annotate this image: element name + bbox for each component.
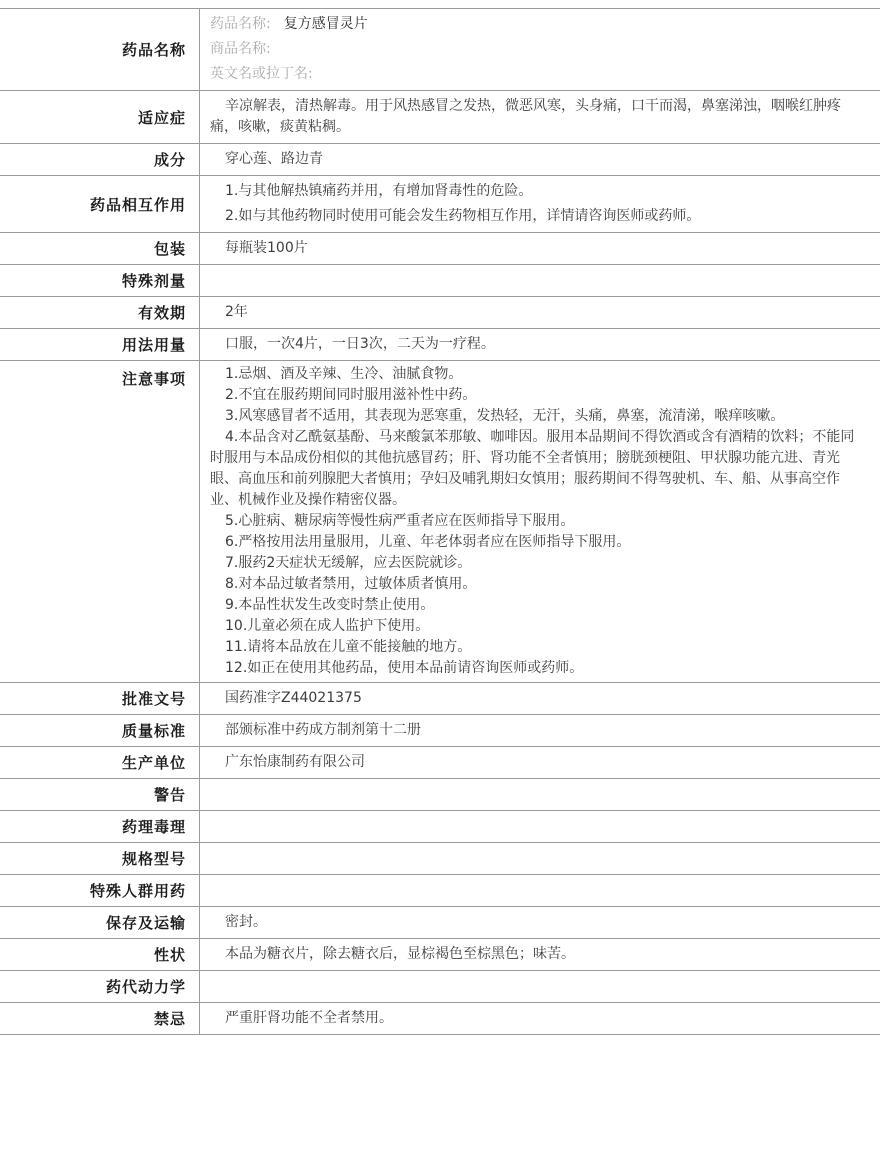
- table-row: [0, 297, 880, 329]
- content-paragraph: 严重肝肾功能不全者禁用。: [225, 1010, 393, 1026]
- content-paragraph: 8.对本品过敏者禁用，过敏体质者慎用。: [225, 576, 477, 592]
- field-key: 药品名称:: [210, 16, 271, 32]
- row-content: [200, 91, 880, 143]
- row-content: [200, 329, 880, 360]
- content-paragraph: 2年: [225, 304, 248, 320]
- table-row: [0, 971, 880, 1003]
- table-row: [0, 907, 880, 939]
- row-content: [200, 843, 880, 874]
- content-paragraph: 国药准字Z44021375: [225, 690, 362, 706]
- row-label: 特殊剂量: [0, 265, 200, 296]
- name-field: [210, 14, 856, 35]
- row-content: [200, 875, 880, 906]
- row-label: 批准文号: [0, 683, 200, 714]
- table-row: [0, 939, 880, 971]
- content-paragraph: 1.与其他解热镇痛药并用，有增加肾毒性的危险。: [225, 183, 533, 199]
- content-paragraph: 3.风寒感冒者不适用，其表现为恶寒重，发热轻，无汗，头痛，鼻塞，流清涕，喉痒咳嗽。: [225, 408, 785, 424]
- row-label: 禁忌: [0, 1003, 200, 1034]
- table-row: [0, 875, 880, 907]
- row-label: 质量标准: [0, 715, 200, 746]
- table-row: [0, 747, 880, 779]
- field-key: 英文名或拉丁名:: [210, 66, 313, 82]
- table-row: [0, 144, 880, 176]
- row-content: [200, 144, 880, 175]
- row-label: 保存及运输: [0, 907, 200, 938]
- content-paragraph: 辛凉解表，清热解毒。用于风热感冒之发热，微恶风寒，头身痛，口干而渴，鼻塞涕浊，咽喉红肿疼痛，咳嗽，痰黄粘稠。: [210, 98, 841, 135]
- drug-info-table: [0, 8, 880, 1035]
- row-label: 注意事项: [0, 361, 200, 682]
- content-paragraph: 广东怡康制药有限公司: [225, 754, 365, 770]
- row-content: [200, 779, 880, 810]
- table-row: [0, 811, 880, 843]
- content-paragraph: 11.请将本品放在儿童不能接触的地方。: [225, 639, 472, 655]
- table-row: [0, 9, 880, 91]
- table-row: [0, 361, 880, 683]
- row-content: [200, 1003, 880, 1034]
- content-paragraph: 部颁标准中药成方制剂第十二册: [225, 722, 421, 738]
- content-paragraph: 4.本品含对乙酰氨基酚、马来酸氯苯那敏、咖啡因。服用本品期间不得饮酒或含有酒精的饮料；不能同时服用与本品成份相似的其他抗感冒药；肝、肾功能不全者慎用；膀胱颈梗阻、甲状腺功能亢进、青光眼、高血压和前列腺肥大者慎用；孕妇及哺乳期妇女慎用；服药期间不得驾驶机、车、船、从事高空作业、机械作业及操作精密仪器。: [210, 429, 855, 508]
- row-label: 规格型号: [0, 843, 200, 874]
- table-row: [0, 1003, 880, 1035]
- row-label: 有效期: [0, 297, 200, 328]
- content-paragraph: 9.本品性状发生改变时禁止使用。: [225, 597, 435, 613]
- row-content: [200, 907, 880, 938]
- row-label: 警告: [0, 779, 200, 810]
- content-paragraph: 1.忌烟、酒及辛辣、生冷、油腻食物。: [225, 366, 463, 382]
- table-row: [0, 779, 880, 811]
- row-label: 适应症: [0, 91, 200, 143]
- content-paragraph: 本品为糖衣片，除去糖衣后，显棕褐色至棕黑色；味苦。: [225, 946, 575, 962]
- content-paragraph: 7.服药2天症状无缓解，应去医院就诊。: [225, 555, 472, 571]
- name-field: [210, 39, 856, 60]
- row-label: 药品相互作用: [0, 176, 200, 232]
- table-row: [0, 91, 880, 144]
- table-row: [0, 265, 880, 297]
- row-label: 特殊人群用药: [0, 875, 200, 906]
- content-paragraph: 2.如与其他药物同时使用可能会发生药物相互作用，详情请咨询医师或药师。: [225, 208, 701, 224]
- row-content: [200, 683, 880, 714]
- row-label: 包装: [0, 233, 200, 264]
- content-paragraph: 穿心莲、路边青: [225, 151, 323, 167]
- row-content: [200, 747, 880, 778]
- content-paragraph: 10.儿童必须在成人监护下使用。: [225, 618, 430, 634]
- content-paragraph: 6.严格按用法用量服用，儿童、年老体弱者应在医师指导下服用。: [225, 534, 631, 550]
- content-paragraph: 12.如正在使用其他药品，使用本品前请咨询医师或药师。: [225, 660, 584, 676]
- row-label: 用法用量: [0, 329, 200, 360]
- field-value: 复方感冒灵片: [283, 16, 368, 32]
- content-paragraph: 5.心脏病、糖尿病等慢性病严重者应在医师指导下服用。: [225, 513, 575, 529]
- row-content: [200, 297, 880, 328]
- row-label: 成分: [0, 144, 200, 175]
- field-key: 商品名称:: [210, 41, 271, 57]
- row-content: [200, 939, 880, 970]
- row-label: 性状: [0, 939, 200, 970]
- row-content: [200, 715, 880, 746]
- content-paragraph: 口服，一次4片，一日3次，二天为一疗程。: [225, 336, 495, 352]
- row-label: 生产单位: [0, 747, 200, 778]
- table-row: [0, 843, 880, 875]
- row-label: 药品名称: [0, 9, 200, 90]
- name-field: [210, 64, 856, 85]
- row-content: [200, 971, 880, 1002]
- table-row: [0, 329, 880, 361]
- row-content: [200, 811, 880, 842]
- row-label: 药代动力学: [0, 971, 200, 1002]
- table-row: [0, 715, 880, 747]
- table-row: [0, 233, 880, 265]
- row-content: [200, 176, 880, 232]
- table-row: [0, 176, 880, 233]
- row-content: [200, 233, 880, 264]
- content-paragraph: 密封。: [225, 914, 267, 930]
- table-row: [0, 683, 880, 715]
- row-content: [200, 361, 880, 682]
- content-paragraph: 每瓶装100片: [225, 240, 308, 256]
- row-content: [200, 265, 880, 296]
- row-content: [200, 9, 880, 90]
- content-paragraph: 2.不宜在服药期间同时服用滋补性中药。: [225, 387, 477, 403]
- row-label: 药理毒理: [0, 811, 200, 842]
